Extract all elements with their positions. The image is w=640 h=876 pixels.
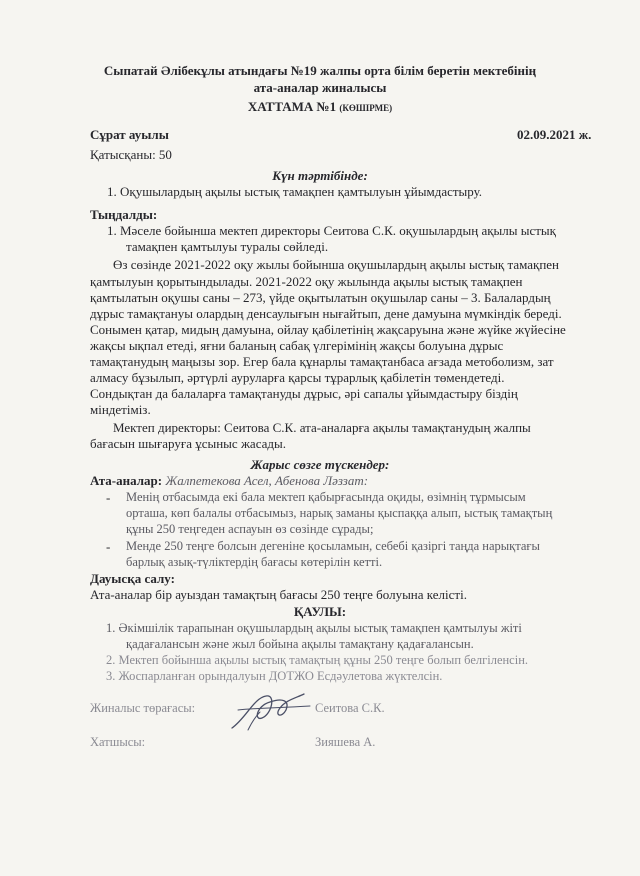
agenda-item: 1. Оқушылардың ақылы ыстық тамақпен қамтылуын ұйымдастыру. <box>107 184 483 199</box>
vote-text: Ата-аналар бір ауыздан тамақтың бағасы 250 теңге болуына келісті. <box>90 587 467 602</box>
bullet-dash: - <box>106 490 111 505</box>
heard-para1-line: алмасу бұзылып, әртүрлі ауруларға қарсы тұрарлық қабілетін төмендетеді. <box>90 370 505 385</box>
debate-bullet-line: орташа, көп балалы отбасымыз, нарық заманы қыспаққа алып, ыстық тамақтың <box>126 506 553 520</box>
meeting-date: 02.09.2021 ж. <box>517 127 592 142</box>
heard-para1-line: жақсы ықпал етеді, яғни баланың сабақ үлгерімінің жақсы болуына дұрыс <box>90 338 504 353</box>
protocol-title-suffix: (КӨШІРМЕ) <box>339 103 393 113</box>
chair-label: Жиналыс төрағасы: <box>90 701 196 715</box>
heard-para1-line: Сонымен қатар, мидың дамуына, ойлау қабілетінің жақсаруына және жүйке жүйесіне <box>90 322 566 337</box>
chair-name: Сеитова С.К. <box>315 701 385 715</box>
heard-para1-line: қамтылатын оқушы саны – 273, үйде оқытылатын оқушылар саны – 3. Балалардың <box>90 290 551 305</box>
secretary-label: Хатшысы: <box>90 735 146 749</box>
meeting-location: Сұрат ауылы <box>90 127 169 142</box>
debate-bullet-line: Менде 250 теңге болсын дегеніне қосыламын, себебі қазіргі таңда нарықтағы <box>126 539 540 553</box>
resolution-item-line: қадағалансын және жыл бойына ақылы тамақтану қадағалансын. <box>126 637 474 651</box>
parents-line <box>90 472 368 489</box>
heard-para1-line: дұрыс тамақтануы олардың денсаулығын нығайтып, дене дамуына мүмкіндік береді. <box>90 306 562 321</box>
bullet-dash: - <box>106 539 111 554</box>
heard-para2-line: бағасын шығаруға ұсыныс жасады. <box>90 436 286 451</box>
heard-para2-line: Мектеп директоры: Сеитова С.К. ата-аналарға ақылы тамақтанудың жалпы <box>113 420 531 435</box>
school-title-line1: Сыпатай Әлібекұлы атындағы №19 жалпы орта білім беретін мектебінің <box>103 63 537 78</box>
debate-bullet-line: Менің отбасымда екі бала мектеп қабырғасында оқиды, өзімнің тұрмысым <box>126 490 526 504</box>
heard-item-line1: 1. Мәселе бойынша мектеп директоры Сеитова С.К. оқушылардың ақылы ыстық <box>107 223 556 238</box>
resolution-title: ҚАУЛЫ: <box>293 604 347 619</box>
heard-para1-line: міндетіміз. <box>90 402 151 417</box>
heard-para1-line: Сондықтан да балаларға тамақтануды дұрыс, әрі сапалы ұйымдастыру біздің <box>90 386 518 401</box>
heard-para1-line: қамтылуын қорытындылады. 2021-2022 оқу жылында ақылы ыстық тамақпен <box>90 274 523 289</box>
parents-names: Жалпетекова Асел, Абенова Ләззат: <box>162 473 369 488</box>
agenda-title: Күн тәртібінде: <box>272 168 368 183</box>
debate-title: Жарыс сөзге түскендер: <box>250 457 390 472</box>
protocol-title-main: ХАТТАМА №1 <box>247 99 337 114</box>
parents-label: Ата-аналар: <box>90 473 163 488</box>
resolution-item-line: 2. Мектеп бойынша ақылы ыстық тамақтың құны 250 теңге болып белгіленсін. <box>106 653 529 667</box>
heard-item-line2: тамақпен қамтылуы туралы сөйледі. <box>126 239 329 254</box>
school-title-line2: ата-аналар жиналысы <box>253 80 387 95</box>
heard-para1-line: Өз сөзінде 2021-2022 оқу жылы бойынша оқушылардың ақылы ыстық тамақпен <box>113 257 560 272</box>
attendance-count: Қатысқаны: 50 <box>90 147 172 162</box>
handwritten-signature <box>226 688 316 734</box>
debate-bullet-line: құны 250 теңгеден аспауын өз сөзінде сұрады; <box>126 522 374 536</box>
vote-title: Дауысқа салу: <box>90 571 175 586</box>
heard-title: Тыңдалды: <box>90 207 158 222</box>
resolution-item-line: 1. Әкімшілік тарапынан оқушылардың ақылы ыстық тамақпен қамтылуы жіті <box>106 621 522 635</box>
resolution-item-line: 3. Жоспарланған орындалуын ДОТЖО Есдәулетова жүктелсін. <box>106 669 443 683</box>
secretary-name: Зияшева А. <box>315 735 376 749</box>
debate-bullet-line: барлық азық-түліктердің бағасы көтерілін кетті. <box>126 555 383 569</box>
protocol-title <box>0 98 640 117</box>
heard-para1-line: тамақтанудың маңызы зор. Егер бала құнарлы тамақтанбаса ағзада метоболизм, зат <box>90 354 554 369</box>
